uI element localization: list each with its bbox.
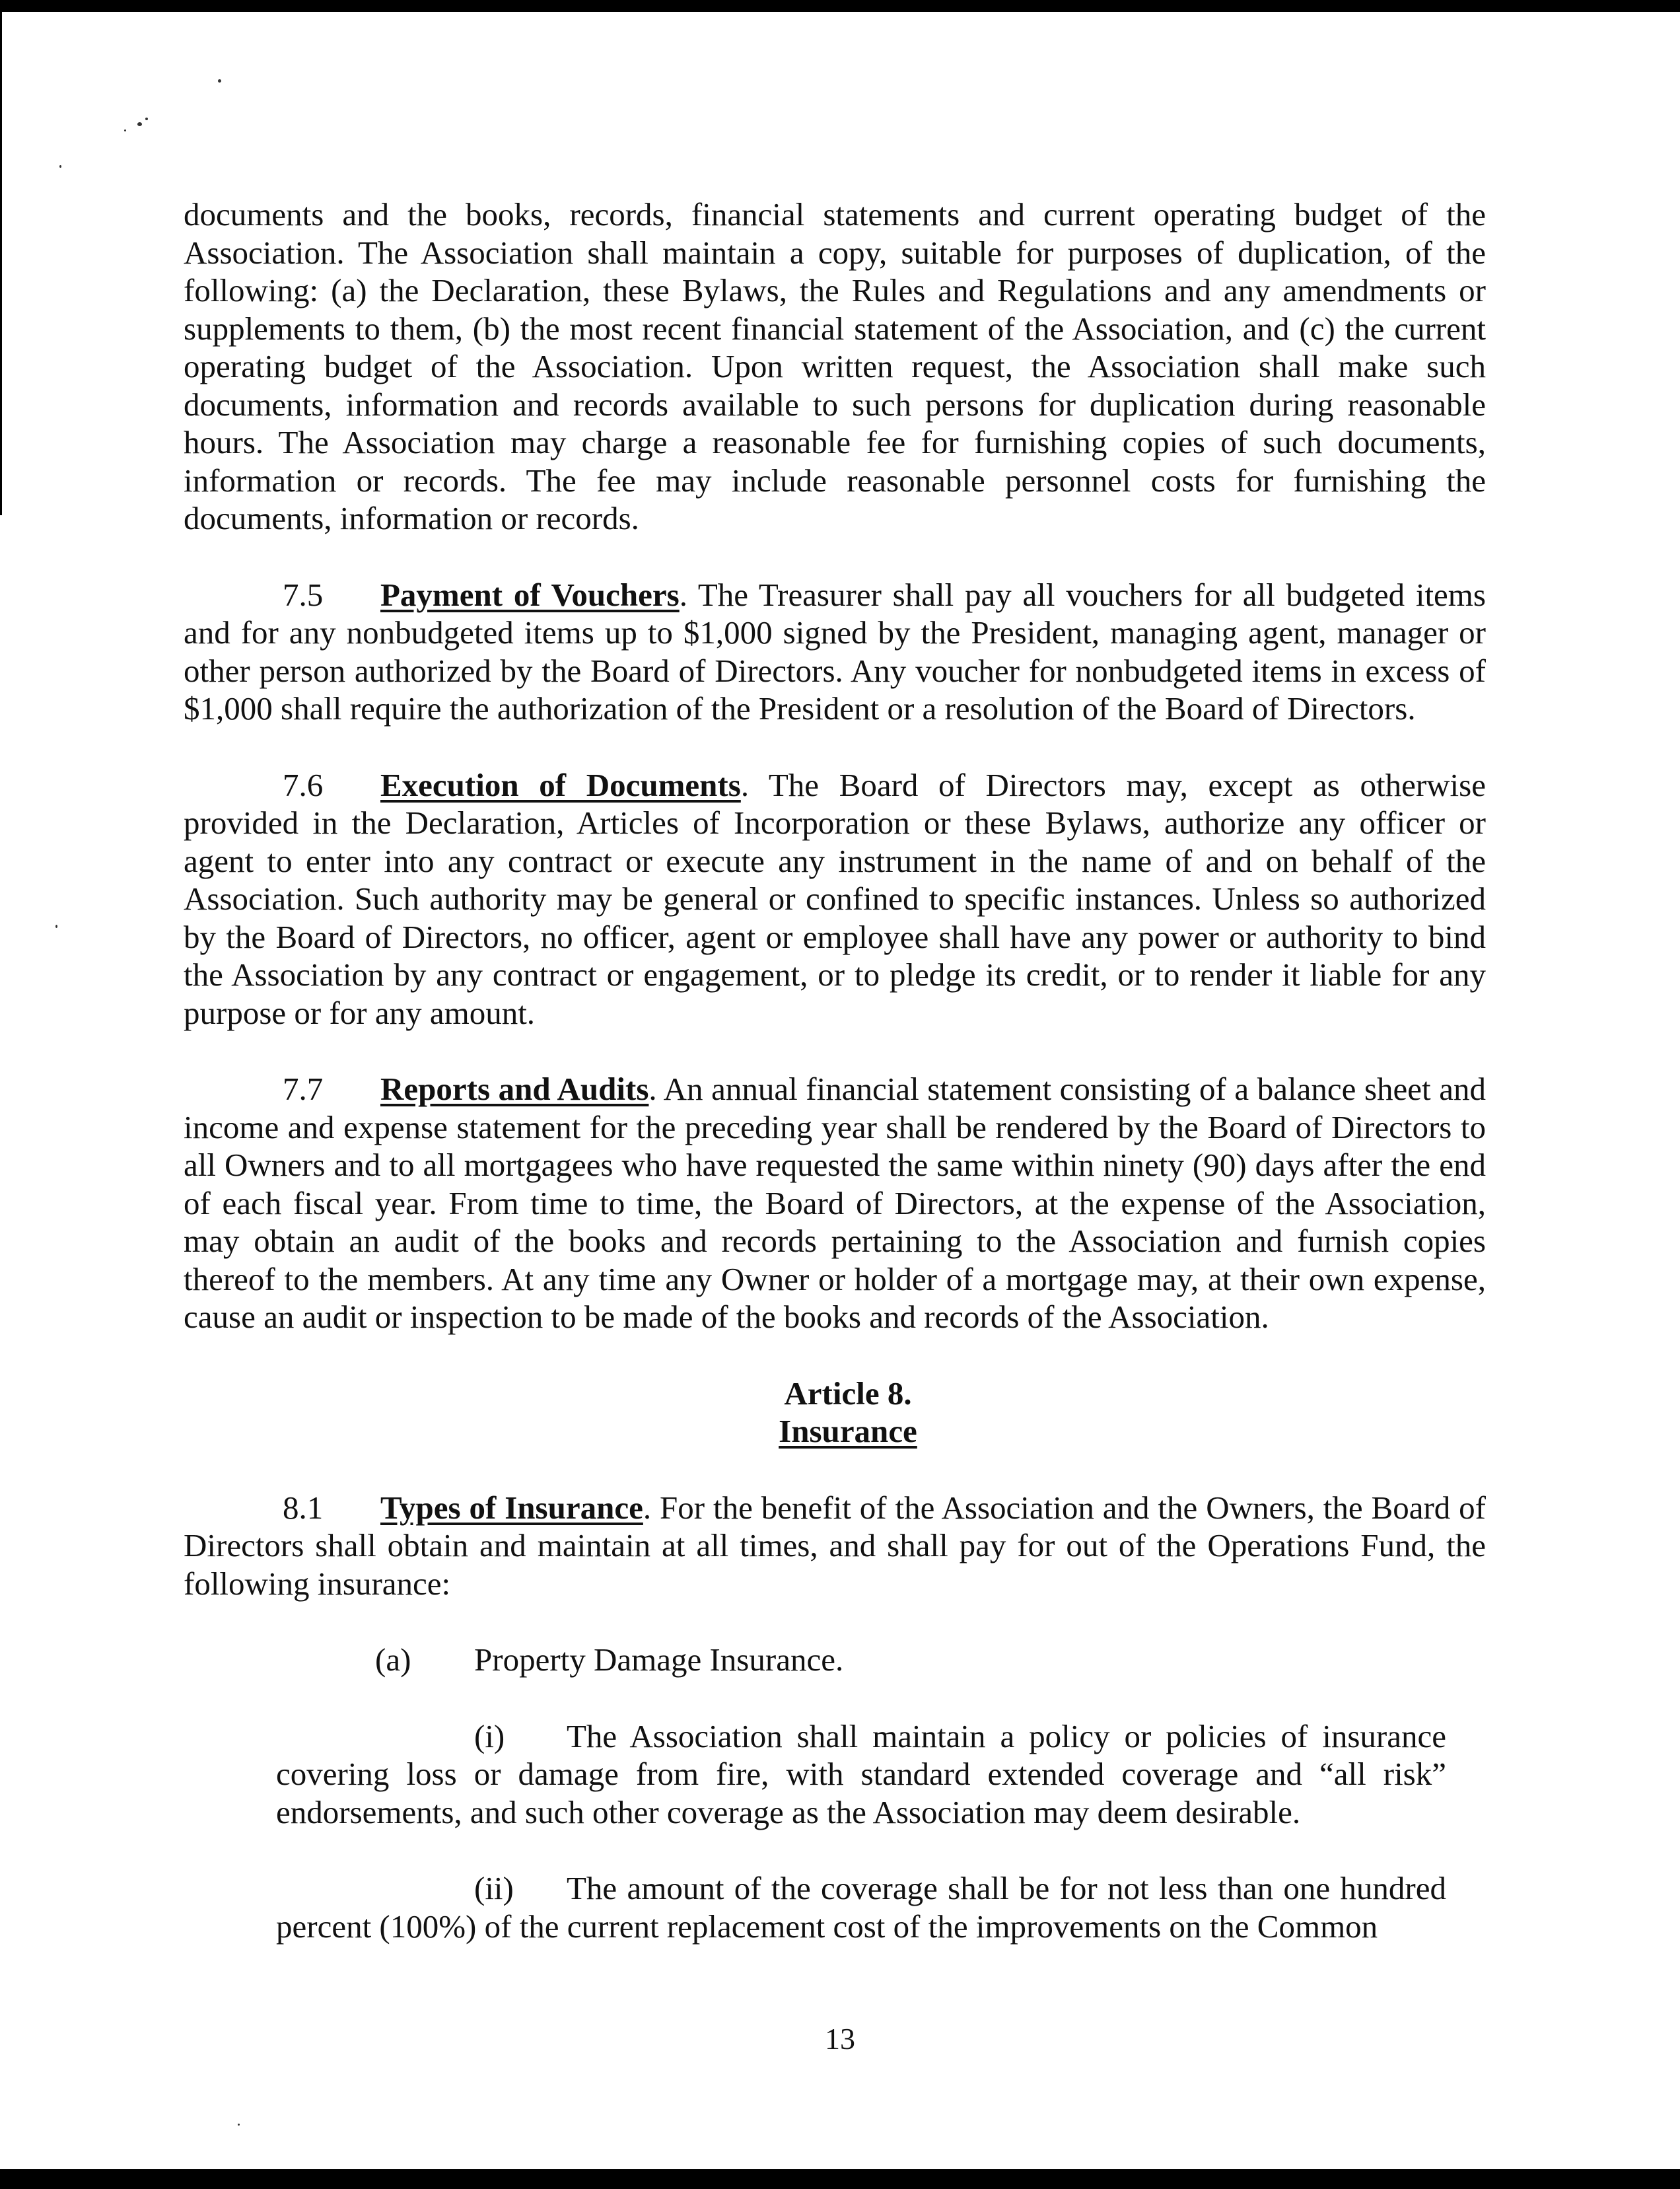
section-7-6: 7.6 Execution of Documents. The Board of Directors may, except as otherwise provided in the Declaration, Articles of Incorporation or these Bylaws, authorize any officer or agent to enter into any contract or execute any instrument in the name of and on behalf of the Association. Such authority may be general or confined to specific instances. Unless so authorized by the Board of Directors, no officer, agent or employee shall have any power or authority to bind the Association by any contract or engagement, or to pledge its credit, or to render it liable for any purpose or for any amount.: [184, 766, 1486, 1031]
scan-speck: [124, 129, 126, 131]
article-title: Insurance: [779, 1413, 917, 1449]
section-heading: Payment of Vouchers: [380, 576, 680, 613]
scan-left-border: [0, 0, 2, 515]
section-7-7: 7.7 Reports and Audits. An annual financial statement consisting of a balance sheet and income and expense statement for the preceding year shall be rendered by the Board of Directors to all Owners and to all mortgagees who have requested the same within ninety (90) days after the end of each fiscal year. From time to time, the Board of Directors, at the expense of the Association, may obtain an audit of the books and records pertaining to the Association and furnish copies thereof to the members. At any time any Owner or holder of a mortgage may, at their own expense, cause an audit or inspection to be made of the books and records of the Association.: [184, 1071, 1486, 1335]
scan-speck: [55, 925, 57, 928]
section-number: 8.1: [283, 1489, 324, 1526]
article-number: Article 8.: [784, 1375, 912, 1412]
scan-speck: [137, 122, 142, 126]
subitem-tag: (i): [474, 1717, 505, 1754]
subsection-text: Property Damage Insurance.: [474, 1641, 844, 1678]
scan-speck: [218, 79, 221, 83]
section-number: 7.5: [283, 576, 324, 613]
subitem-ii: [276, 1869, 1446, 1945]
section-heading: Execution of Documents: [380, 766, 741, 803]
intro-paragraph: documents and the books, records, financial statements and current operating budget of the Association. The Association shall maintain a copy, suitable for purposes of duplication, of the following: (a) the Declaration, these Bylaws, the Rules and Regulations and any amendments or supplements to them, (b) the most recent financial statement of the Association, and (c) the current operating budget of the Association. Upon written request, the Association shall make such documents, information and records available to such persons for duplication during reasonable hours. The Association may charge a reasonable fee for furnishing copies of such documents, information or records. The fee may include reasonable personnel costs for furnishing the documents, information or records.: [184, 196, 1486, 536]
scan-top-border: [0, 0, 1680, 12]
scan-speck: [59, 165, 61, 168]
section-heading: Types of Insurance: [380, 1489, 643, 1526]
subitem-text: The amount of the coverage shall be for not less than one hundred percent (100%) of the current replacement cost of the improvements on the Common: [276, 1870, 1446, 1945]
section-body: The Board of Directors may, except as otherwise provided in the Declaration, Articles of Incorporation or these Bylaws, authorize any officer or agent to enter into any contract or execute any instrument in the name of and on behalf of the Association. Such authority may be general or confined to specific instances. Unless so authorized by the Board of Directors, no officer, agent or employee shall have any power or authority to bind the Association by any contract or engagement, or to pledge its credit, or to render it liable for any purpose or for any amount.: [184, 766, 1486, 1031]
subitem-text: The Association shall maintain a policy or policies of insurance covering loss or damage from fire, with standard extended coverage and “all risk” endorsements, and such other coverage as the Association may deem desirable.: [276, 1717, 1446, 1830]
scan-bottom-border: [0, 2169, 1680, 2189]
section-body: An annual financial statement consisting of a balance sheet and income and expense statement for the preceding year shall be rendered by the Board of Directors to all Owners and to all mortgagees who have requested the same within ninety (90) days after the end of each fiscal year. From time to time, the Board of Directors, at the expense of the Association, may obtain an audit of the books and records pertaining to the Association and furnish copies thereof to the members. At any time any Owner or holder of a mortgage may, at their own expense, cause an audit or inspection to be made of the books and records of the Association.: [184, 1071, 1486, 1335]
subsection-tag: (a): [375, 1641, 411, 1678]
section-body: For the benefit of the Association and the Owners, the Board of Directors shall obtain and maintain at all times, and shall pay for out of the Operations Fund, the following insurance:: [184, 1489, 1486, 1602]
scan-speck: [238, 2124, 240, 2126]
section-number: 7.6: [283, 766, 324, 803]
document-page: [184, 196, 1486, 1945]
section-heading: Reports and Audits: [380, 1071, 649, 1107]
subitem-tag: (ii): [474, 1870, 514, 1906]
subitem-i: [276, 1717, 1446, 1832]
section-7-5: 7.5 Payment of Vouchers. The Treasurer shall pay all vouchers for all budgeted items and for any nonbudgeted items up to $1,000 signed by the President, managing agent, manager or other person authorized by the Board of Directors. Any voucher for nonbudgeted items in excess of $1,000 shall require the authorization of the President or a resolution of the Board of Directors.: [184, 576, 1486, 727]
section-8-1: 8.1 Types of Insurance. For the benefit of the Association and the Owners, the Board of Directors shall obtain and maintain at all times, and shall pay for out of the Operations Fund, the following insurance:: [184, 1489, 1486, 1602]
scan-speck: [145, 118, 148, 120]
section-number: 7.7: [283, 1071, 324, 1107]
page-number: 13: [825, 2022, 855, 2056]
section-body: The Treasurer shall pay all vouchers for all budgeted items and for any nonbudgeted items up to $1,000 signed by the President, managing agent, manager or other person authorized by the Board of Directors. Any voucher for nonbudgeted items in excess of $1,000 shall require the authorization of the President or a resolution of the Board of Directors.: [184, 576, 1486, 727]
subsection-a: [375, 1641, 1486, 1679]
